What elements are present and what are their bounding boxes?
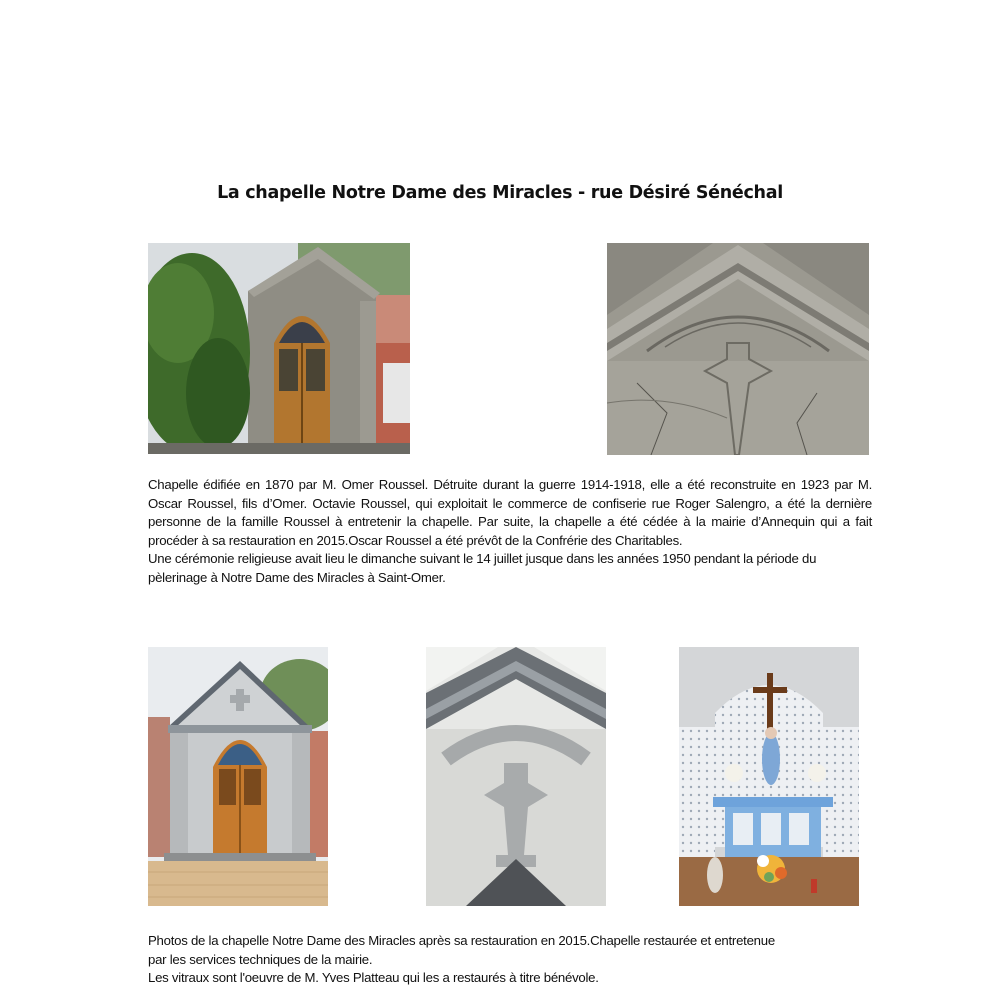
- page-title: La chapelle Notre Dame des Miracles - rue Désiré Sénéchal: [217, 183, 783, 203]
- description-paragraph-2: Une cérémonie religieuse avait lieu le dimanche suivant le 14 juillet jusque dans les années 1950 pendant la période du pèlerinage à Notre Dame des Miracles à Saint-Omer.: [148, 551, 817, 585]
- description-text: [148, 476, 872, 588]
- photo-chapel-before: [148, 243, 410, 454]
- caption-line-3: Les vitraux sont l'oeuvre de M. Yves Platteau qui les a restaurés à titre bénévole.: [148, 970, 599, 986]
- description-paragraph-1: Chapelle édifiée en 1870 par M. Omer Roussel. Détruite durant la guerre 1914-1918, elle a été reconstruite en 1923 par M. Oscar Roussel, fils d’Omer. Octavie Roussel, qui exploitait le commerce de confiserie rue Roger Salengro, a été la dernière personne de la famille Roussel à entretenir la chapelle. Par suite, la chapelle a été cédée à la mairie d’Annequin qui a fait procéder à sa restauration en 2015.Oscar Roussel a été prévôt de la Confrérie des Charitables.: [148, 477, 872, 548]
- photo-pediment-before: [607, 243, 869, 455]
- caption-line-2: par les services techniques de la mairie.: [148, 951, 373, 967]
- caption-line-1: Photos de la chapelle Notre Dame des Miracles après sa restauration en 2015.Chapelle restaurée et entretenue: [148, 933, 775, 948]
- photo-chapel-interior: [679, 647, 859, 906]
- photo-chapel-after: [148, 647, 328, 906]
- photo-caption: [148, 932, 872, 988]
- photo-pediment-after: [426, 647, 606, 906]
